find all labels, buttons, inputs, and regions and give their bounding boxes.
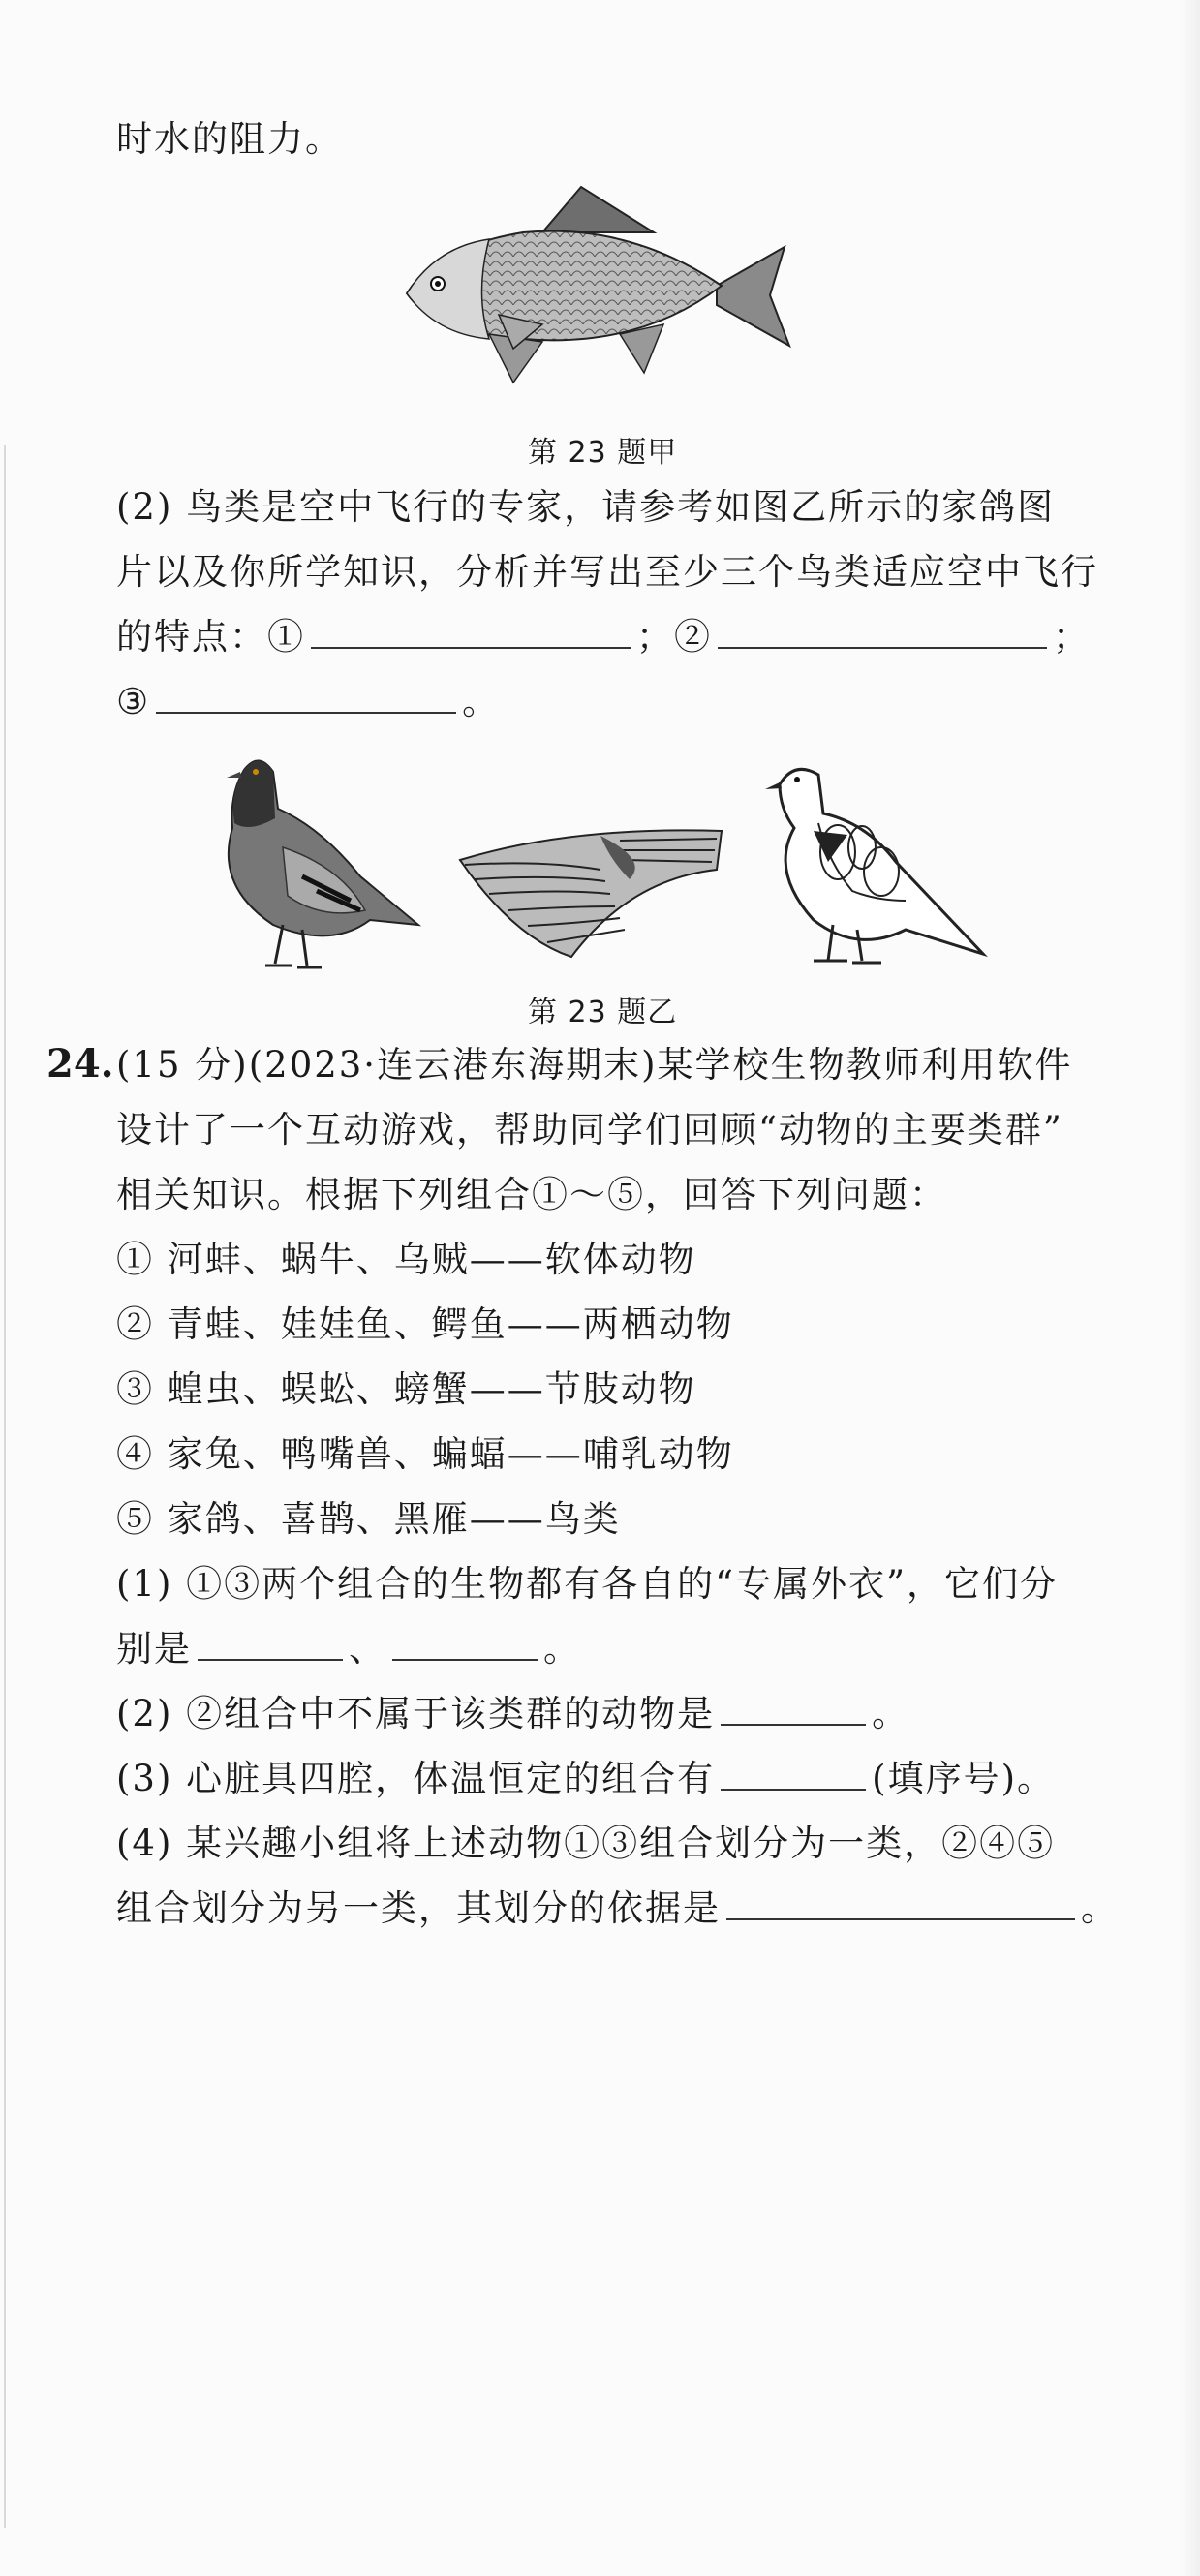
group-item-4: ④ 家兔、鸭嘴兽、蝙蝠——哺乳动物 (116, 1433, 734, 1475)
q24-sub4-line2 (116, 1884, 1119, 1934)
answer-blank-feature-3[interactable] (156, 679, 456, 714)
page-edge-line (4, 445, 6, 2528)
q23-part2-line3-end: ； (1053, 616, 1091, 658)
q24-sub1-line2 (116, 1624, 581, 1674)
q23-part2-line4 (116, 677, 500, 727)
q24-intro-line2: 设计了一个互动游戏，帮助同学们回顾“动物的主要类群” (116, 1109, 1063, 1150)
q23-part2-line3-text: 的特点：① (116, 616, 305, 658)
q23-prev-text: 时水的阻力。 (116, 118, 343, 160)
answer-blank-groups[interactable] (721, 1756, 866, 1791)
figure-caption-b: 第 23 题乙 (528, 996, 678, 1029)
answer-blank-covering-2[interactable] (392, 1626, 538, 1661)
q24-sub4-line1: (4) 某兴趣小组将上述动物①③组合划分为一类，②④⑤ (116, 1823, 1056, 1864)
q24-sub2-end: 。 (872, 1693, 910, 1734)
q23-part2-line4-end: 。 (462, 681, 501, 722)
q24-sub3-line (116, 1754, 1055, 1804)
group-item-1: ① 河蚌、蜗牛、乌贼——软体动物 (116, 1239, 696, 1280)
answer-blank-basis[interactable] (726, 1886, 1075, 1920)
q23-part2-line2: 片以及你所学知识，分析并写出至少三个鸟类适应空中飞行 (116, 551, 1098, 593)
q24-intro-line1: (15 分)(2023·连云港东海期末)某学校生物教师利用软件 (116, 1044, 1073, 1086)
question-number-24: 24. (46, 1041, 114, 1087)
figure-caption-a: 第 23 题甲 (528, 436, 678, 470)
q24-intro-line3: 相关知识。根据下列组合①～⑤，回答下列问题： (116, 1174, 947, 1215)
q23-part2-line4-text: ③ (116, 681, 151, 722)
q23-part2-line1: (2) 鸟类是空中飞行的专家，请参考如图乙所示的家鸽图 (116, 486, 1056, 528)
q24-sub1-sep: 、 (349, 1628, 386, 1670)
q23-part2-line3 (116, 612, 1091, 662)
group-item-3: ③ 蝗虫、蜈蚣、螃蟹——节肢动物 (116, 1368, 696, 1410)
q24-sub4-text: 组合划分为另一类，其划分的依据是 (116, 1887, 721, 1929)
q24-sub1-end: 。 (543, 1628, 581, 1670)
q24-sub1-text: 别是 (116, 1628, 192, 1670)
q24-sub3-end: (填序号)。 (872, 1758, 1056, 1799)
page-edge-shadow (1181, 0, 1200, 2576)
pigeon-skeleton-illustration (760, 755, 988, 978)
pigeon-photo-illustration (205, 751, 428, 978)
q24-sub1-line1: (1) ①③两个组合的生物都有各自的“专属外衣”，它们分 (116, 1563, 1059, 1605)
group-item-5: ⑤ 家鸽、喜鹊、黑雁——鸟类 (116, 1498, 621, 1540)
q24-sub2-text: (2) ②组合中不属于该类群的动物是 (116, 1693, 716, 1734)
q24-sub4-end: 。 (1081, 1887, 1119, 1929)
answer-blank-feature-1[interactable] (311, 614, 631, 649)
group-item-2: ② 青蛙、娃娃鱼、鳄鱼——两栖动物 (116, 1303, 734, 1345)
q24-sub2-line (116, 1689, 909, 1739)
answer-blank-feature-2[interactable] (718, 614, 1047, 649)
q24-sub3-text: (3) 心脏具四腔，体温恒定的组合有 (116, 1758, 716, 1799)
fish-illustration (397, 179, 804, 421)
answer-blank-not-amphibian[interactable] (721, 1691, 866, 1726)
q23-part2-line3-sep: ；② (636, 616, 712, 658)
pigeon-wing-illustration (455, 821, 726, 962)
answer-blank-covering-1[interactable] (198, 1626, 343, 1661)
